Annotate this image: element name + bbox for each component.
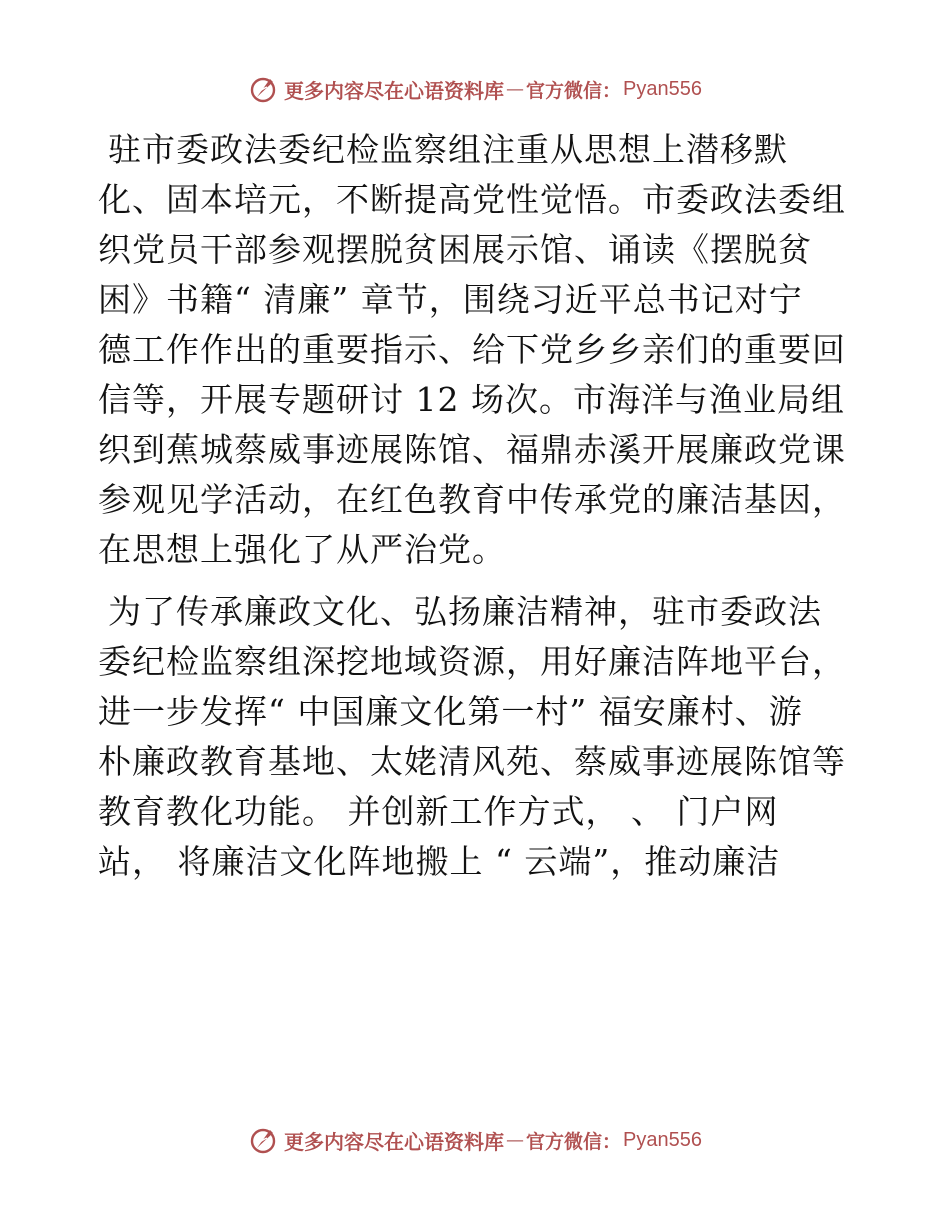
text-line: 困》书籍“ 清廉” 章节，围绕习近平总书记对宁 bbox=[98, 280, 803, 319]
document-body bbox=[98, 127, 858, 889]
text-line: 德工作作出的重要指示、给下党乡乡亲们的重要回 bbox=[98, 330, 846, 369]
text-line: 朴廉政教育基地、太姥清风苑、蔡威事迹展陈馆等 bbox=[98, 742, 846, 781]
watermark-dash: — bbox=[506, 1129, 524, 1151]
text-line: 进一步发挥“ 中国廉文化第一村” 福安廉村、游 bbox=[98, 692, 803, 731]
watermark-account: Pyan556 bbox=[623, 1128, 702, 1151]
text-line: 化、固本培元，不断提高党性觉悟。市委政法委组 bbox=[98, 180, 846, 219]
text-line: 在思想上强化了从严治党。 bbox=[98, 530, 506, 569]
paragraph-1 bbox=[98, 127, 858, 573]
watermark-dash: — bbox=[506, 78, 524, 100]
paragraph-gap bbox=[98, 577, 858, 589]
text-line: 站， 将廉洁文化阵地搬上 “ 云端”，推动廉洁 bbox=[98, 842, 781, 881]
watermark-wechat-label: 官方微信： bbox=[526, 1130, 622, 1153]
watermark-account: Pyan556 bbox=[623, 77, 702, 100]
quill-logo-icon bbox=[248, 1124, 280, 1156]
watermark-footer bbox=[0, 1123, 950, 1157]
text-line: 委纪检监察组深挖地域资源，用好廉洁阵地平台， bbox=[98, 642, 846, 681]
text-line: 参观见学活动，在红色教育中传承党的廉洁基因， bbox=[98, 480, 846, 519]
quill-logo-icon bbox=[248, 73, 280, 105]
text-line: 驻市委政法委纪检监察组注重从思想上潜移默 bbox=[108, 130, 788, 169]
text-line: 为了传承廉政文化、弘扬廉洁精神，驻市委政法 bbox=[108, 592, 822, 631]
text-line: 织到蕉城蔡威事迹展陈馆、福鼎赤溪开展廉政党课 bbox=[98, 430, 846, 469]
text-line: 信等，开展专题研讨 12 场次。市海洋与渔业局组 bbox=[98, 380, 845, 419]
watermark-slogan: 更多内容尽在心语资料库 bbox=[284, 78, 504, 103]
text-line: 织党员干部参观摆脱贫困展示馆、诵读《摆脱贫 bbox=[98, 230, 812, 269]
paragraph-2 bbox=[98, 589, 858, 885]
watermark-slogan: 更多内容尽在心语资料库 bbox=[284, 1129, 504, 1154]
watermark-header bbox=[0, 72, 950, 106]
watermark-wechat-label: 官方微信： bbox=[526, 79, 622, 102]
text-line: 教育教化功能。 并创新工作方式， 、 门户网 bbox=[98, 792, 779, 831]
